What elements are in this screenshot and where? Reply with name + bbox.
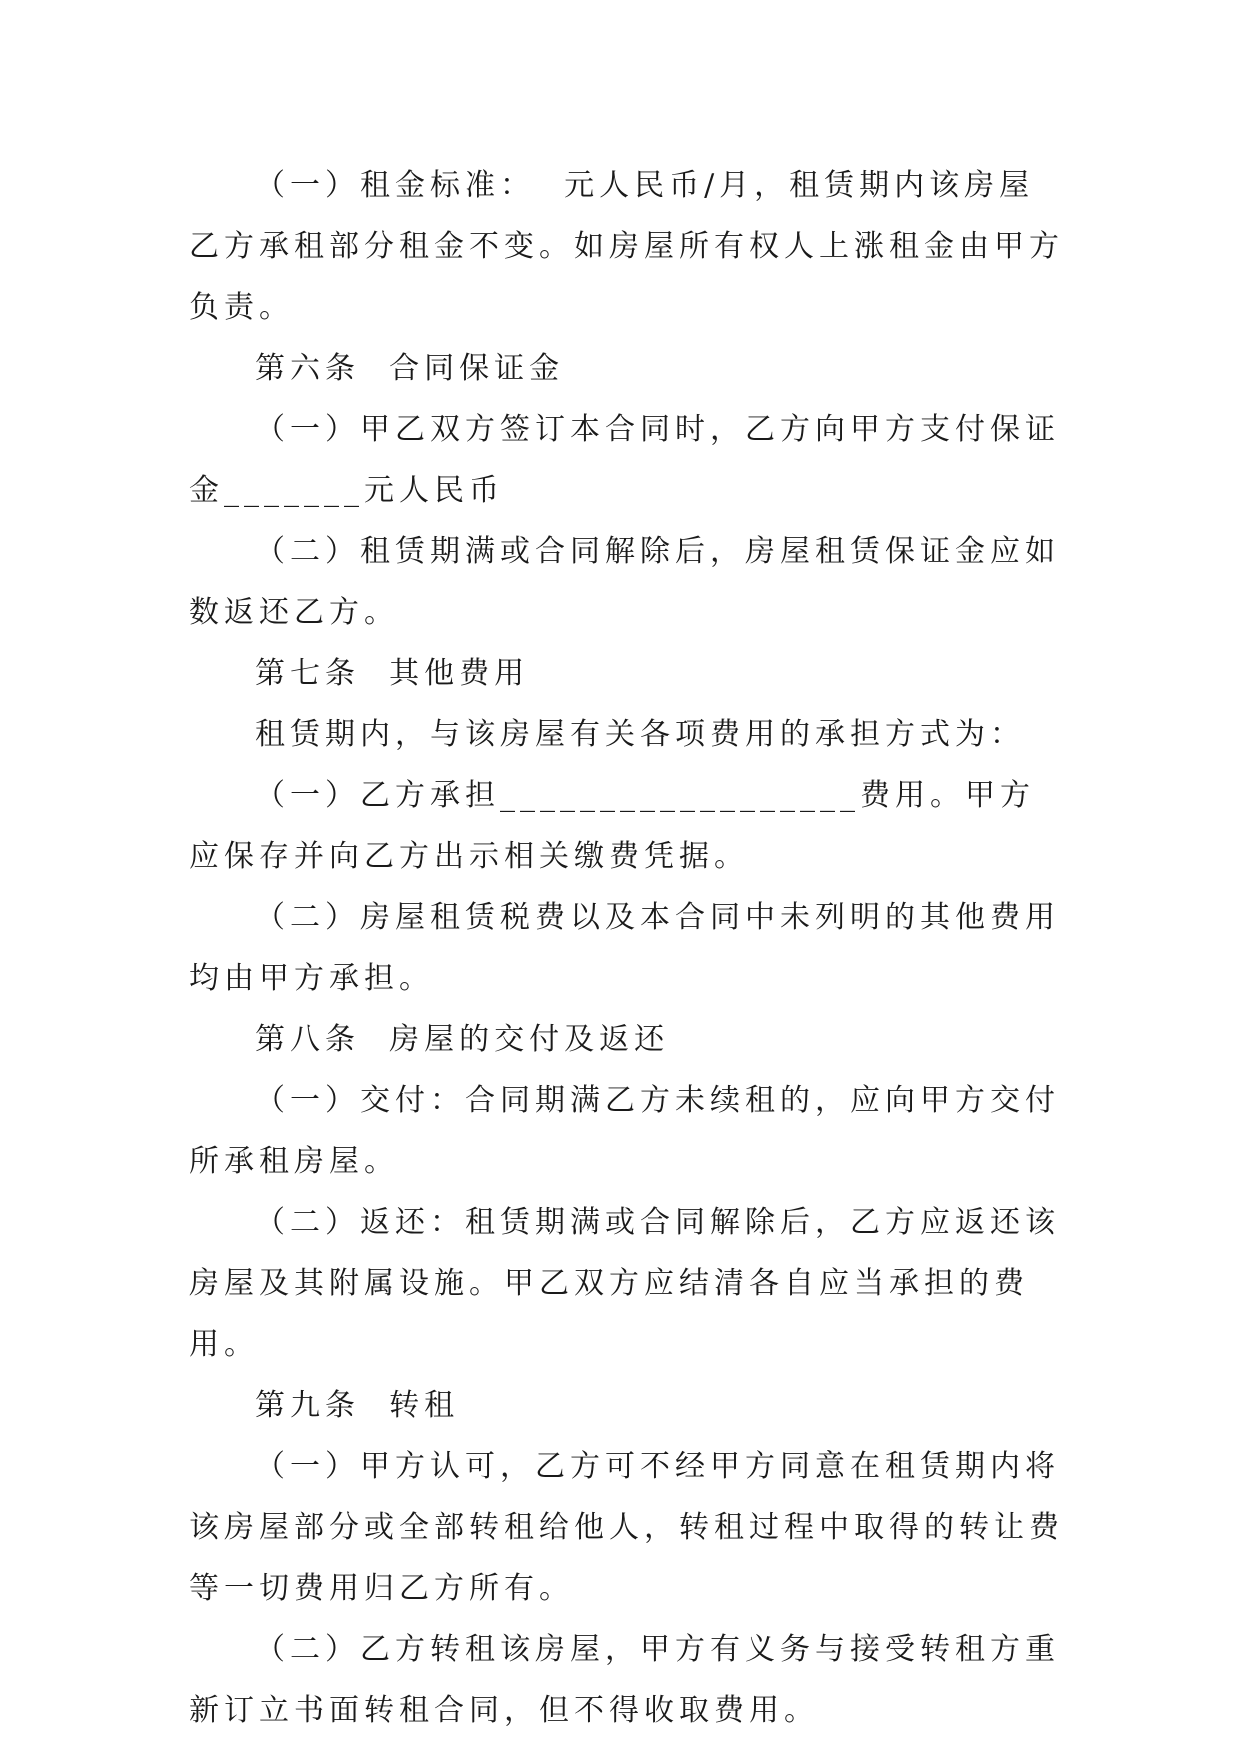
paragraph-sublease-contract: （二）乙方转租该房屋，甲方有义务与接受转租方重新订立书面转租合同，但不得收取费用。	[189, 1632, 1060, 1728]
paragraph-fees-intro: 租赁期内，与该房屋有关各项费用的承担方式为：	[255, 717, 1025, 752]
article-7-heading: 第七条 其他费用	[255, 656, 530, 691]
paragraph-deposit-return: （二）租赁期满或合同解除后，房屋租赁保证金应如数返还乙方。	[189, 534, 1060, 630]
paragraph-landlord-fees: （二）房屋租赁税费以及本合同中未列明的其他费用均由甲方承担。	[189, 900, 1060, 996]
paragraph-rent-standard: （一）租金标准： 元人民币/月，租赁期内该房屋乙方承租部分租金不变。如房屋所有权人上涨租金由甲方负责。	[189, 168, 1064, 325]
article-8-heading: 第八条 房屋的交付及返还	[255, 1022, 670, 1057]
paragraph-sublease-consent: （一）甲方认可，乙方可不经甲方同意在租赁期内将该房屋部分或全部转租给他人，转租过程中取得的转让费等一切费用归乙方所有。	[189, 1449, 1064, 1606]
paragraph-tenant-fees: （一）乙方承担__________________费用。甲方应保存并向乙方出示相关缴费凭据。	[189, 778, 1035, 874]
document-page	[189, 155, 1069, 1741]
paragraph-delivery: （一）交付：合同期满乙方未续租的，应向甲方交付所承租房屋。	[189, 1083, 1060, 1179]
article-9-heading: 第九条 转租	[255, 1388, 460, 1423]
paragraph-deposit-payment: （一）甲乙双方签订本合同时，乙方向甲方支付保证金_______元人民币	[189, 412, 1060, 508]
article-6-heading: 第六条 合同保证金	[255, 351, 565, 386]
paragraph-return: （二）返还：租赁期满或合同解除后，乙方应返还该房屋及其附属设施。甲乙双方应结清各自应当承担的费用。	[189, 1205, 1060, 1362]
